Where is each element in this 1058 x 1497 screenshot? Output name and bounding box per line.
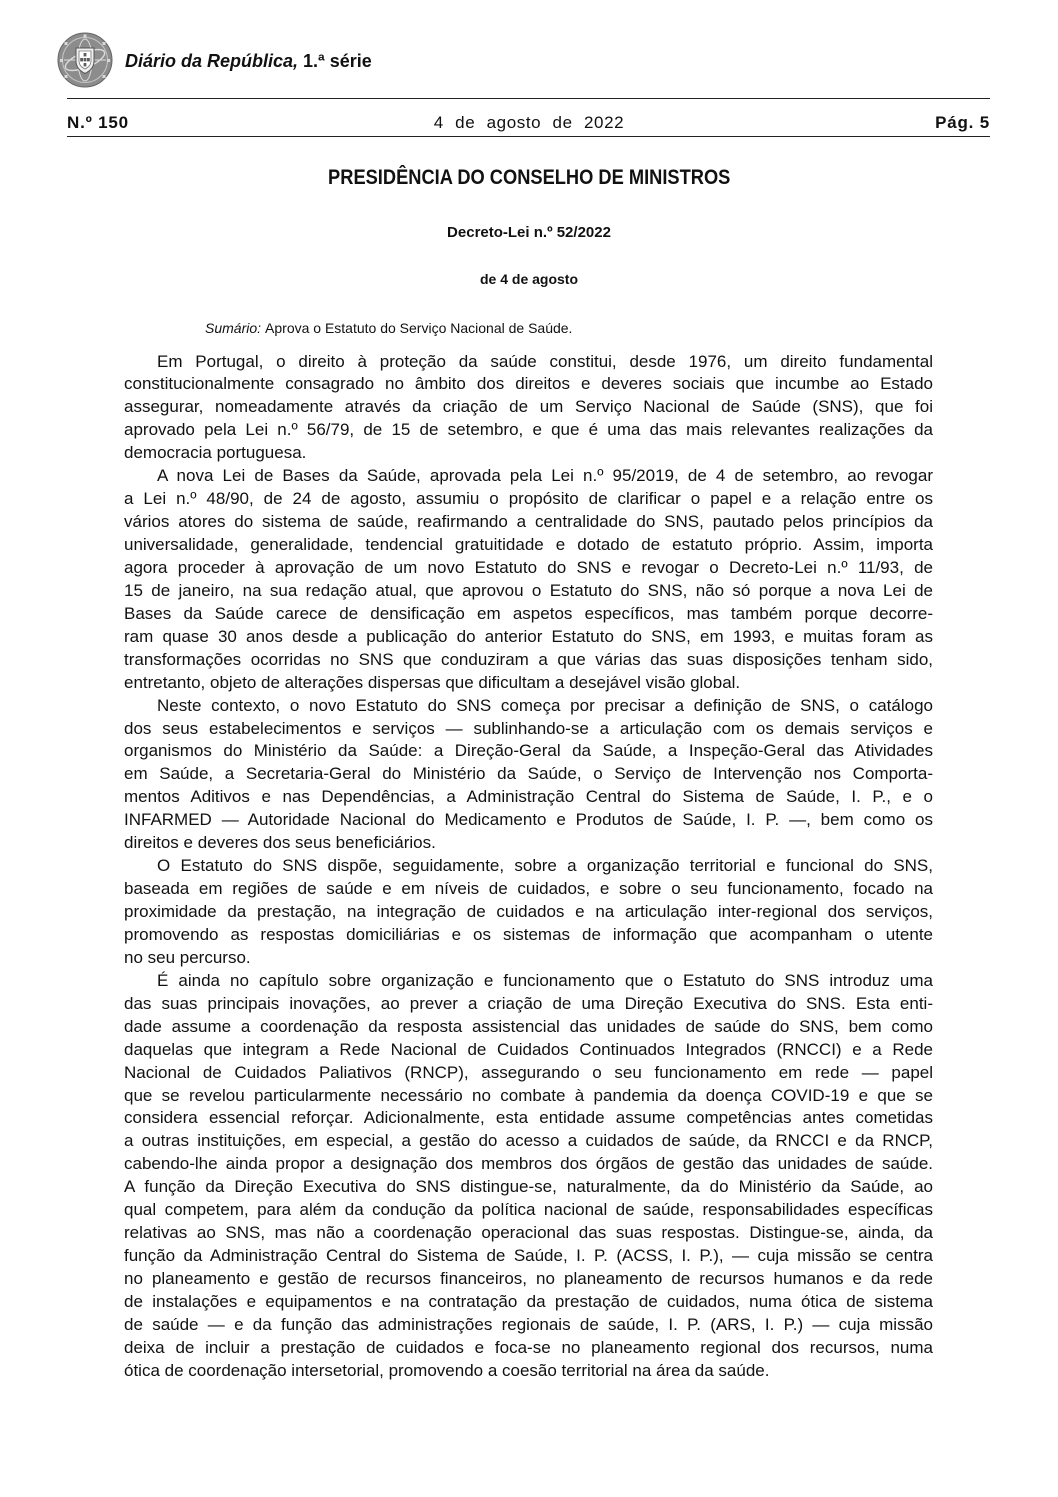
text-line: no planeamento e gestão de recursos financeiros, no planeamento de recursos humanos e da rede [124,1269,933,1288]
text-line: de instalações e equipamentos e na contratação da prestação de cuidados, numa ótica de sistema [124,1291,933,1311]
body-text [124,351,933,1383]
text-line: A função da Direção Executiva do SNS distingue-se, naturalmente, da do Ministério da Saúde, ao [124,1177,933,1197]
publication-title [125,49,372,73]
text-line: universalidade, generalidade, tendencial gratuitidade e dotado de estatuto próprio. Assim, importa [124,535,933,554]
issue-number: N.º 150 [67,113,129,132]
text-line: É ainda no capítulo sobre organização e funcionamento que o Estatuto do SNS introduz uma [157,970,933,990]
text-line: função da Administração Central do Sistema de Saúde, I. P. (ACSS, I. P.), — cuja missão se centra [124,1246,933,1266]
text-line: 15 de janeiro, na sua redação atual, que aprovou o Estatuto do SNS, não só porque a nova Lei de [124,580,933,600]
text-line: democracia portuguesa. [124,443,307,463]
text-line: entretanto, objeto de alterações dispersas que dificultam a desejável visão global. [124,672,741,692]
publication-series: 1.ª série [303,51,372,71]
header-rule-top [67,98,990,99]
text-line: Bases da Saúde carece de densificação em aspetos específicos, mas também porque decorre- [124,603,933,623]
header-rule-bottom [67,136,990,137]
body-paragraph [124,855,933,970]
text-line: aprovado pela Lei n.º 56/79, de 15 de setembro, e que é uma das mais relevantes realizações da [124,420,933,440]
text-line: ram quase 30 anos desde a publicação do anterior Estatuto do SNS, em 1993, e muitas foram as [124,626,933,646]
summary-label: Sumário: [205,320,262,336]
coat-of-arms-seal-icon [57,32,113,88]
issuer-row [0,166,1058,190]
text-line: qual competem, para além da condução da política nacional de saúde, responsabilidades específicas [124,1200,933,1220]
text-line: Em Portugal, o direito à proteção da saúde constitui, desde 1976, um direito fundamental [157,351,933,371]
body-paragraph [124,465,933,694]
text-line: INFARMED — Autoridade Nacional do Medicamento e Produtos de Saúde, I. P. —, bem como os [124,810,933,830]
text-line: organismos do Ministério da Saúde: a Direção-Geral da Saúde, a Inspeção-Geral das Atividades [124,741,933,761]
text-line: A nova Lei de Bases da Saúde, aprovada pela Lei n.º 95/2019, de 4 de setembro, ao revogar [157,466,933,486]
issuer-heading: PRESIDÊNCIA DO CONSELHO DE MINISTROS [327,166,731,189]
text-line: O Estatuto do SNS dispõe, seguidamente, sobre a organização territorial e funcional do SNS, [157,856,933,876]
text-line: considera essencial reforçar. Adicionalmente, esta entidade assume competências antes cometidas [124,1108,933,1128]
text-line: agora proceder à aprovação de um novo Estatuto do SNS e revogar o Decreto-Lei n.º 11/93, de [124,557,933,577]
summary [205,320,572,336]
publication-name: Diário da República, [125,51,299,71]
decree-title-row [0,224,1058,242]
text-line: proximidade da prestação, na integração de cuidados e na articulação inter-regional dos serviços, [124,902,933,921]
text-line: promovendo as respostas domiciliárias e os sistemas de informação que acompanham o utente [124,924,933,944]
body-paragraph [124,695,933,856]
text-line: relativas ao SNS, mas não a coordenação operacional das suas respostas. Distingue-se, ainda, da [124,1223,933,1243]
text-line: das suas principais inovações, ao prever a criação de uma Direção Executiva do SNS. Esta enti- [124,993,933,1013]
text-line: de saúde — e da função das administrações regionais de saúde, I. P. (ARS, I. P.) — cuja missão [124,1314,933,1334]
text-line: daquelas que integram a Rede Nacional de Cuidados Continuados Integrados (RNCCI) e a Rede [124,1039,933,1059]
decree-date: de 4 de agosto [479,271,579,287]
text-line: transformações ocorridas no SNS que conduziram a que várias das suas disposições tenham sido, [124,649,933,669]
text-line: no seu percurso. [124,947,251,967]
text-line: Neste contexto, o novo Estatuto do SNS começa por precisar a definição de SNS, o catálogo [157,695,933,715]
text-line: assegurar, nomeadamente através da criação de um Serviço Nacional de Saúde (SNS), que foi [124,397,933,417]
issue-date: 4 de agosto de 2022 [433,113,625,132]
text-line: dos seus estabelecimentos e serviços — sublinhando-se a articulação com os demais serviços e [124,718,933,738]
decree-date-row [0,271,1058,289]
text-line: em Saúde, a Secretaria-Geral do Ministério da Saúde, o Serviço de Intervenção nos Comporta- [124,764,933,784]
text-line: constitucionalmente consagrado no âmbito dos direitos e deveres sociais que incumbe ao Estado [124,374,933,394]
text-line: Nacional de Cuidados Paliativos (RNCP), assegurando o seu funcionamento em rede — papel [124,1062,933,1082]
text-line: a Lei n.º 48/90, de 24 de agosto, assumiu o propósito de clarificar o papel e a relação entre os [124,489,933,509]
body-paragraph [124,970,933,1383]
page-number: Pág. 5 [935,113,990,132]
decree-title: Decreto-Lei n.º 52/2022 [447,224,611,241]
text-line: deixa de incluir a prestação de cuidados e foca-se no planeamento regional dos recursos, numa [124,1337,933,1357]
text-line: baseada em regiões de saúde e em níveis de cuidados, e sobre o seu funcionamento, focado na [124,879,933,899]
text-line: dade assume a coordenação da resposta assistencial das unidades de saúde do SNS, bem como [124,1016,933,1036]
text-line: mentos Aditivos e nas Dependências, a Administração Central do Sistema de Saúde, I. P., e o [124,787,933,807]
text-line: cabendo-lhe ainda propor a designação dos membros dos órgãos de gestão das unidades de saúde. [124,1154,933,1174]
body-paragraph [124,351,933,466]
text-line: direitos e deveres dos seus beneficiários. [124,833,436,853]
text-line: a outras instituições, em especial, a gestão do acesso a cuidados de saúde, da RNCCI e da RNCP, [124,1131,933,1151]
summary-text: Aprova o Estatuto do Serviço Nacional de Saúde. [265,320,573,336]
text-line: que se revelou particularmente necessário no combate à pandemia da doença COVID-19 e que se [124,1085,933,1105]
text-line: ótica de coordenação intersetorial, promovendo a coesão territorial na área da saúde. [124,1360,770,1380]
text-line: vários atores do sistema de saúde, reafirmando a centralidade do SNS, pautado pelos princípios da [124,512,933,532]
